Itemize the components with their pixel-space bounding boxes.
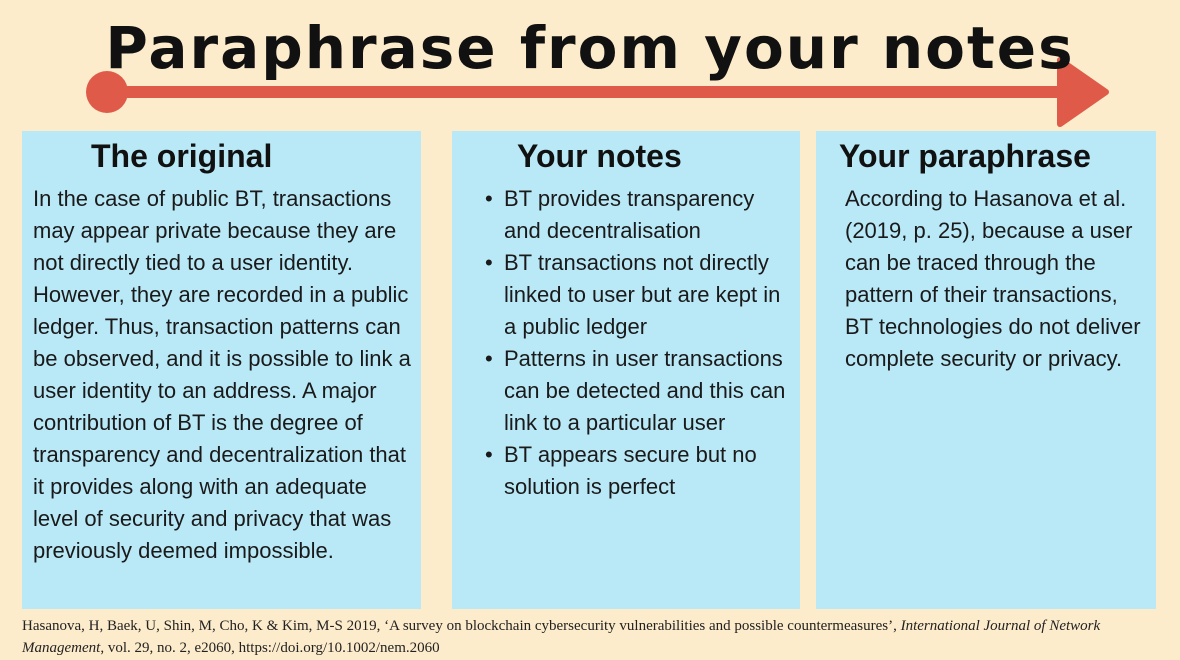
reference-details: , vol. 29, no. 2, e2060, https://doi.org/10.1002/nem.2060 — [100, 640, 440, 656]
original-panel — [22, 131, 421, 609]
page-title: Paraphrase from your notes — [105, 14, 1075, 82]
list-item: • BT appears secure but no solution is perfect — [480, 439, 790, 503]
original-text: In the case of public BT, transactions may appear private because they are not directly tied to a user identity. However, they are recorded in a public ledger. Thus, transaction patterns can be observed, and it is possible to link a user identity to an address. A major contribution of BT is the degree of transparency and decentralization that it provides along with an adequate level of security and privacy that was previously deemed impossible. — [33, 186, 411, 563]
original-heading: The original — [91, 138, 273, 174]
notes-panel — [452, 131, 800, 609]
reference-citation — [22, 615, 1172, 659]
paraphrase-panel — [816, 131, 1156, 609]
notes-list — [480, 183, 790, 503]
arrow-shaft — [107, 86, 1067, 98]
reference-authors: Hasanova, H, Baek, U, Shin, M, Cho, K & Kim, M-S 2019, ‘A survey on blockchain cybersecurity vulnerabilities and possible countermeasures’, — [22, 618, 901, 634]
notes-heading: Your notes — [517, 138, 682, 174]
list-item: • BT provides transparency and decentralisation — [480, 183, 790, 247]
paraphrase-text: According to Hasanova et al. (2019, p. 25), because a user can be traced through the pattern of their transactions, BT technologies do not deliver complete security or privacy. — [845, 186, 1141, 371]
paraphrase-heading: Your paraphrase — [839, 138, 1091, 174]
reference-journal: International Journal of Network Management — [22, 618, 1101, 656]
list-item: • Patterns in user transactions can be detected and this can link to a particular user — [480, 343, 790, 439]
list-item: • BT transactions not directly linked to user but are kept in a public ledger — [480, 247, 790, 343]
